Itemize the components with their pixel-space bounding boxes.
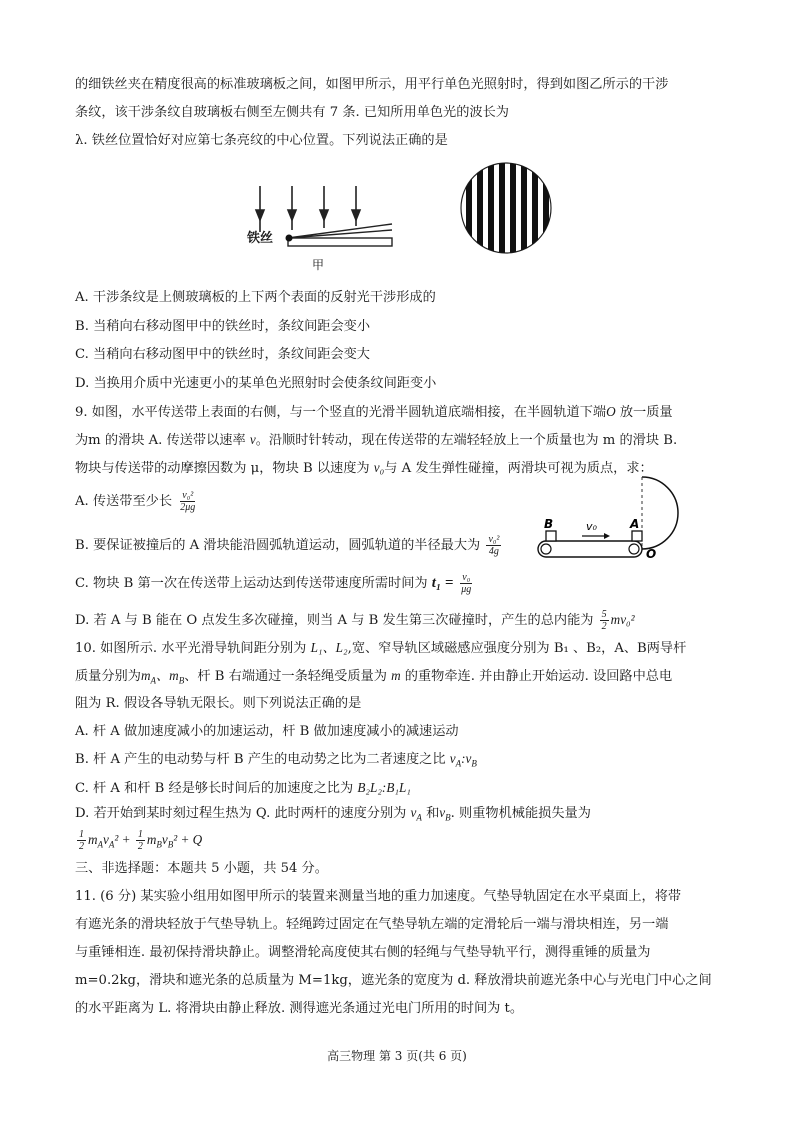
semicircle-track xyxy=(642,477,678,549)
q11-line-4: m=0.2kg，滑块和遮光条的总质量为 M=1kg，遮光条的宽度为 d. 释放滑块前遮光条中心与光电门中心之间 xyxy=(75,973,712,988)
q8-intro-line-2: 条纹，该干涉条纹自玻璃板右侧至左侧共有 7 条. 已知所用单色光的波长为 xyxy=(75,105,509,120)
page-footer: 高三物理 第 3 页(共 6 页) xyxy=(327,1049,467,1063)
q10-option-d-formula: $\frac{1}{2}$ $m_Av_A^2$ + $\frac{1}{2}$ $m_Bv_B^2 + Q$ xyxy=(79,829,203,852)
q9-stem-line-1: 9. 如图，水平传送带上表面的右侧，与一个竖直的光滑半圆轨道底端相接，在半圆轨道下端O 放一质量 xyxy=(75,404,673,420)
wire-label: 铁丝 xyxy=(247,231,274,246)
q8-option-b: B. 当稍向右移动图甲中的铁丝时，条纹间距会变小 xyxy=(75,319,371,334)
label-a: A xyxy=(630,517,640,531)
q9-option-a: A. 传送带至少长 $\frac{\text{v₀²}}{2\mu g}$ xyxy=(75,490,196,513)
q9-option-d: D. 若 A 与 B 能在 O 点发生多次碰撞，则当 A 与 B 发生第三次碰撞时，产生的总内能为 $\frac{5}{2}$ mv₀² xyxy=(75,609,635,632)
block-b xyxy=(546,531,556,541)
q11-line-3: 与重锤相连. 最初保持滑块静止。调整滑轮高度使其右侧的轻绳与气垫导轨平行，测得重锤的质量为 xyxy=(75,945,651,960)
q9-stem-line-2: 为m 的滑块 A. 传送带以速率 v。沿顺时针转动，现在传送带的左端轻轻放上一个质量也为 m 的滑块 B. xyxy=(75,432,678,448)
conveyor-belt xyxy=(538,541,642,557)
figure-yi-fringes xyxy=(460,162,552,254)
q8-option-a: A. 干涉条纹是上侧玻璃板的上下两个表面的反射光干涉形成的 xyxy=(75,290,436,305)
q10-stem-line-1: 10. 如图所示. 水平光滑导轨间距分别为 L₁、L₂,宽、窄导轨区域磁感应强度分别为 B₁ 、B₂，A、B两导杆 xyxy=(75,640,687,656)
q11-line-1: 11. (6 分) 某实验小组用如图甲所示的装置来测量当地的重力加速度。气垫导轨固定在水平桌面上，将带 xyxy=(75,889,682,904)
label-v0: v₀ xyxy=(586,520,597,533)
block-a xyxy=(632,531,642,541)
q10-option-b: B. 杆 A 产生的电动势与杆 B 产生的电动势之比为二者速度之比 $v_A:v_B$ xyxy=(75,751,477,769)
figure-conveyor-semicircle xyxy=(530,472,690,568)
q9-option-b: B. 要保证被撞后的 A 滑块能沿圆弧轨道运动，圆弧轨道的半径最大为 $\frac{\text{v₀²}}{4g}$ xyxy=(75,534,500,557)
q11-line-2: 有遮光条的滑块轻放于气垫导轨上。轻绳跨过固定在气垫导轨左端的定滑轮后一端与滑块相连，另一端 xyxy=(75,917,669,932)
q8-intro-line-3: λ. 铁丝位置恰好对应第七条亮纹的中心位置。下列说法正确的是 xyxy=(75,133,448,148)
section-3-heading: 三、非选择题：本题共 5 小题，共 54 分。 xyxy=(75,861,328,876)
q10-stem-line-2: 质量分别为$m_A$、$m_B$、杆 B 右端通过一条轻绳受质量为 m 的重物牵连. 并由静止开始运动. 设回路中总电 xyxy=(75,668,673,686)
q10-option-a: A. 杆 A 做加速度减小的加速运动，杆 B 做加速度减小的减速运动 xyxy=(75,724,459,739)
q11-line-5: 的水平距离为 L. 将滑块由静止释放. 测得遮光条通过光电门所用的时间为 t。 xyxy=(75,1001,524,1016)
q9-option-c: C. 物块 B 第一次在传送带上运动达到传送带速度所需时间为 t₁ = $\frac{\text{v₀}}{\mu g}$ xyxy=(75,572,472,595)
q9-stem-line-3: 物块与传送带的动摩擦因数为 μ，物块 B 以速度为 v₀与 A 发生弹性碰撞，两滑块可视为质点，求： xyxy=(75,460,653,476)
q10-option-c: C. 杆 A 和杆 B 经是够长时间后的加速度之比为 B₂L₂:B₁L₁ xyxy=(75,780,411,796)
q8-option-d: D. 当换用介质中光速更小的某单色光照射时会使条纹间距变小 xyxy=(75,376,437,391)
figure-jia-caption: 甲 xyxy=(312,258,325,272)
q10-stem-line-3: 阻为 R. 假设各导轨无限长。则下列说法正确的是 xyxy=(75,696,362,711)
label-o: O xyxy=(646,547,657,561)
q8-option-c: C. 当稍向右移动图甲中的铁丝时，条纹间距会变大 xyxy=(75,347,370,362)
q10-option-d: D. 若开始到某时刻过程生热为 Q. 此时两杆的速度分别为 $v_A$ 和$v_B$. 则重物机械能损失量为 xyxy=(75,805,591,823)
wire-dot xyxy=(286,235,293,242)
label-b: B xyxy=(544,517,554,531)
q8-intro-line-1: 的细铁丝夹在精度很高的标准玻璃板之间，如图甲所示，用平行单色光照射时，得到如图乙所示的干涉 xyxy=(75,77,669,92)
